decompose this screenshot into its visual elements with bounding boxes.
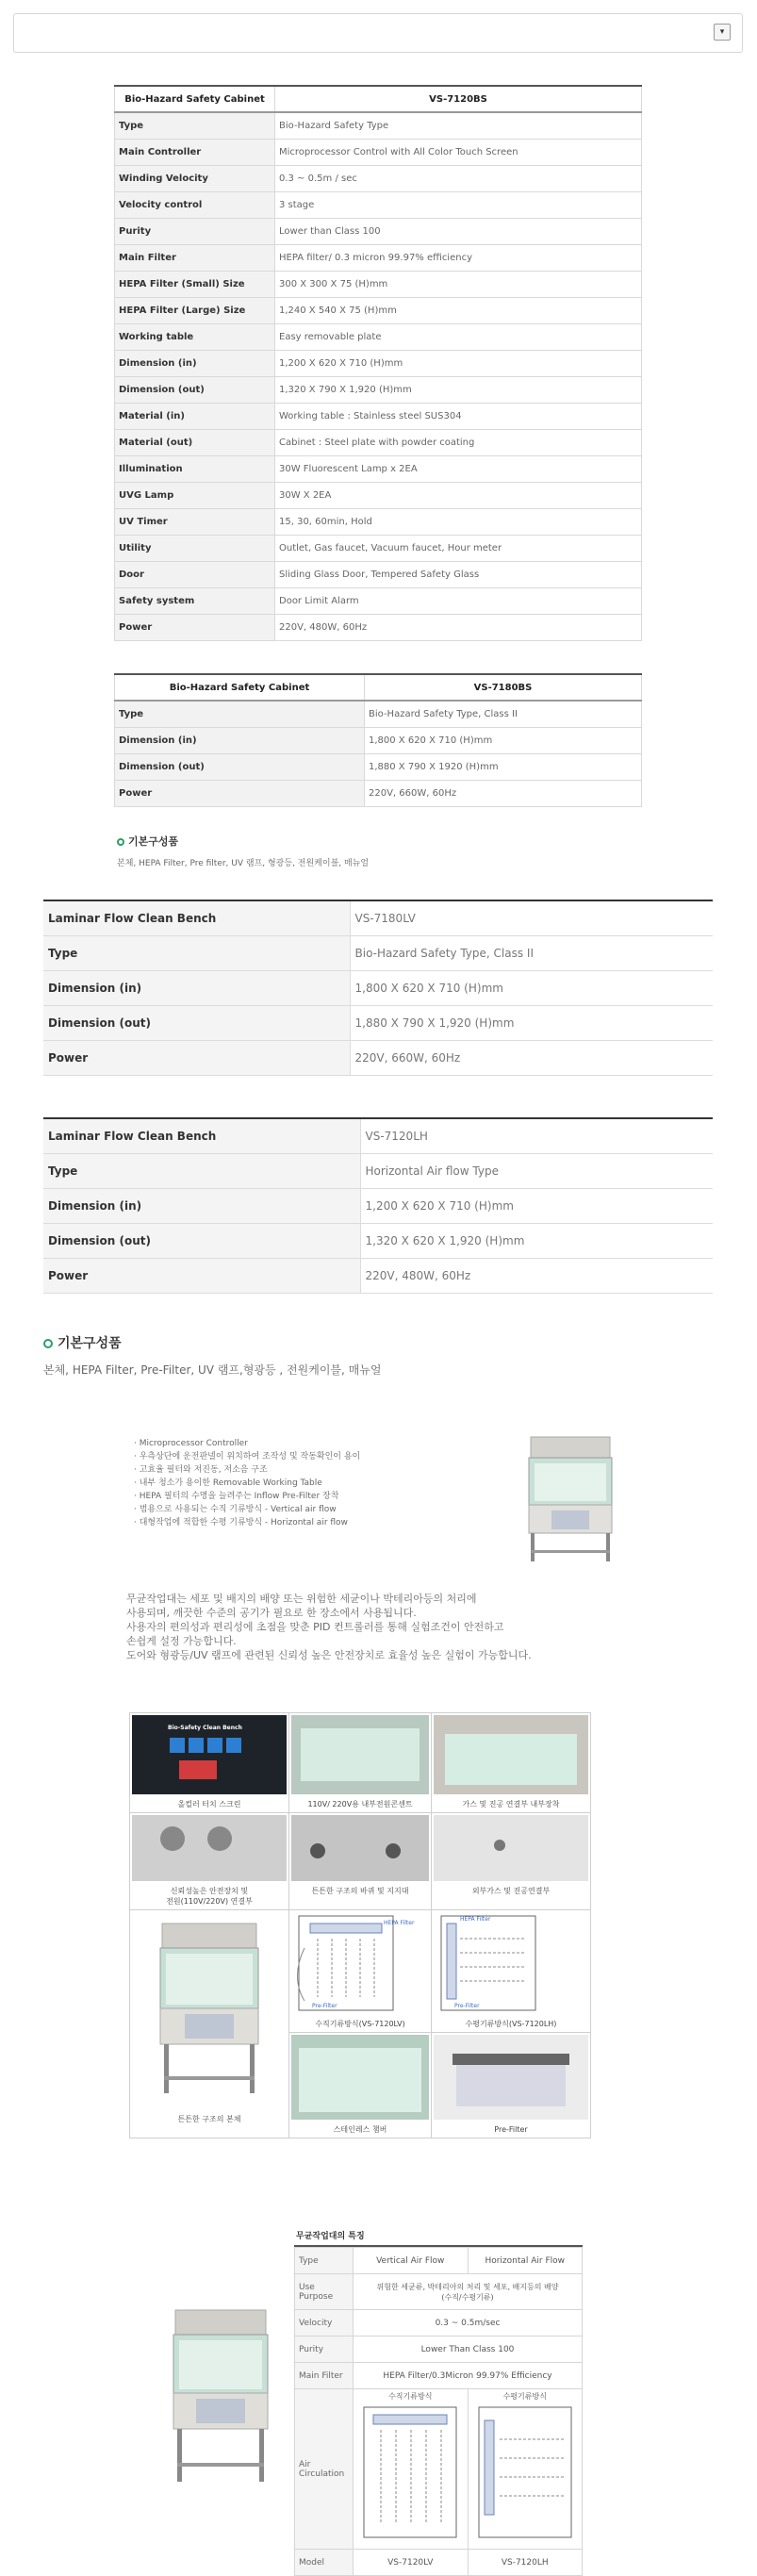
chevron-down-icon[interactable]: ▾: [714, 24, 731, 41]
spec-row: [115, 508, 642, 535]
spec-table-vs7180bs: [114, 673, 642, 807]
spec-key: Power: [43, 1040, 350, 1075]
compare-air-vertical: [354, 2389, 469, 2550]
spec-row: [115, 482, 642, 508]
spec-row: [115, 297, 642, 323]
spec-key: Power: [43, 1258, 360, 1293]
spec-key: Type: [43, 1153, 360, 1188]
spec-row: [43, 970, 713, 1005]
spec-value: 220V, 480W, 60Hz: [275, 614, 642, 640]
spec-row: [115, 780, 642, 806]
spec-value: 30W Fluorescent Lamp x 2EA: [275, 455, 642, 482]
photo-caption: 외부가스 및 진공연결부: [471, 1887, 551, 1895]
spec-row: [115, 376, 642, 403]
photo-cell: [289, 1910, 432, 2033]
cabinet-body-photo: [130, 1910, 288, 2129]
photo-caption: Pre-Filter: [494, 2125, 528, 2134]
option-select-bar[interactable]: [13, 13, 743, 53]
compare-model-horizontal: VS-7120LH: [468, 2550, 583, 2576]
photo-cell: [289, 1813, 432, 1910]
spec-row: [115, 614, 642, 640]
spec-key: Laminar Flow Clean Bench: [43, 1118, 360, 1153]
spec-key: Laminar Flow Clean Bench: [43, 900, 350, 935]
spec-value: Bio-Hazard Safety Type: [275, 112, 642, 139]
basic-components-section: [117, 834, 369, 868]
spec-row: [43, 1258, 713, 1293]
spec-header-label: Bio-Hazard Safety Cabinet: [115, 86, 275, 112]
spec-value: Easy removable plate: [275, 323, 642, 350]
horizontal-air-diagram: [473, 2402, 577, 2543]
photo-caption: 신뢰성높은 안전장치 및 전원(110V/220V) 연결부: [166, 1887, 253, 1906]
spec-value: Sliding Glass Door, Tempered Safety Glass: [275, 561, 642, 587]
spec-value: VS-7180LV: [350, 900, 713, 935]
spec-key: HEPA Filter (Small) Size: [115, 271, 275, 297]
feature-item: · 고효율 필터와 저진동, 저소음 구조: [134, 1465, 268, 1475]
spec-row: [115, 403, 642, 429]
spec-row: [115, 535, 642, 561]
spec-key: Type: [43, 935, 350, 970]
spec-value: 30W X 2EA: [275, 482, 642, 508]
pre-filter-label: Pre-Filter: [312, 2003, 337, 2009]
spec-row: [115, 271, 642, 297]
comparison-section: [294, 2225, 583, 2576]
touch-screen-photo: [132, 1715, 287, 1794]
compare-air-label: Air Circulation: [295, 2389, 354, 2550]
feature-photo-grid: [129, 1712, 591, 2138]
spec-key: Dimension (in): [43, 970, 350, 1005]
photo-caption: 수평기류방식(VS-7120LH): [465, 2020, 557, 2028]
spec-value: Lower than Class 100: [275, 218, 642, 244]
spec-key: Power: [115, 614, 275, 640]
spec-value: 15, 30, 60min, Hold: [275, 508, 642, 535]
description-line: 사용되며, 깨끗한 수준의 공기가 필요로 한 장소에서 사용됩니다.: [126, 1607, 417, 1619]
spec-row: [115, 429, 642, 455]
spec-key: Winding Velocity: [115, 165, 275, 191]
feature-item: · Microprocessor Controller: [134, 1439, 248, 1448]
spec-header-model: VS-7180BS: [365, 674, 642, 701]
feature-item: · 범용으로 사용되는 수직 기류방식 - Vertical air flow: [134, 1505, 337, 1514]
spec-key: Dimension (in): [115, 350, 275, 376]
spec-key: Dimension (out): [115, 376, 275, 403]
spec-key: Illumination: [115, 455, 275, 482]
photo-cell: [289, 1713, 432, 1813]
photo-caption: 수직기류방식(VS-7120LV): [315, 2020, 405, 2028]
bullet-icon: [117, 838, 124, 846]
spec-row: [115, 165, 642, 191]
spec-key: Dimension (out): [115, 753, 365, 780]
compare-model-label: Model: [295, 2550, 354, 2576]
spec-key: Working table: [115, 323, 275, 350]
spec-row: [43, 900, 713, 935]
spec-key: Dimension (in): [115, 727, 365, 753]
spec-header-label: Bio-Hazard Safety Cabinet: [115, 674, 365, 701]
spec-value: 300 X 300 X 75 (H)mm: [275, 271, 642, 297]
feature-item: · 내부 청소가 용이한 Removable Working Table: [134, 1478, 322, 1488]
spec-row: [115, 244, 642, 271]
spec-row: [43, 1153, 713, 1188]
spec-row: [43, 1040, 713, 1075]
external-connector-photo: [434, 1815, 588, 1881]
spec-row: [115, 139, 642, 165]
spec-value: 1,200 X 620 X 710 (H)mm: [360, 1188, 713, 1223]
bullet-icon: [43, 1339, 53, 1348]
spec-key: Dimension (in): [43, 1188, 360, 1223]
spec-key: Type: [115, 112, 275, 139]
spec-key: Main Filter: [115, 244, 275, 271]
spec-key: Dimension (out): [43, 1005, 350, 1040]
spec-value: Microprocessor Control with All Color Touch Screen: [275, 139, 642, 165]
spec-row: [115, 701, 642, 727]
spec-key: HEPA Filter (Large) Size: [115, 297, 275, 323]
photo-caption: 가스 및 진공 연결부 내부장착: [462, 1800, 560, 1808]
spec-row: [43, 935, 713, 970]
spec-value: 220V, 660W, 60Hz: [350, 1040, 713, 1075]
compare-purity-value: Lower Than Class 100: [354, 2337, 583, 2363]
hepa-filter-label: HEPA Filter: [384, 1920, 415, 1926]
laminar-table-vs7180lv: [43, 900, 713, 1076]
photo-caption: 올컬러 터치 스크린: [177, 1800, 241, 1808]
compare-type-label: Type: [295, 2248, 354, 2274]
hepa-filter-label: HEPA Filter: [460, 1916, 491, 1923]
spec-key: Power: [115, 780, 365, 806]
spec-value: 3 stage: [275, 191, 642, 218]
spec-value: Outlet, Gas faucet, Vacuum faucet, Hour meter: [275, 535, 642, 561]
description-line: 무균작업대는 세포 및 배지의 배양 또는 위험한 세균이나 박테리아등의 처리에: [126, 1593, 477, 1605]
spec-key: Purity: [115, 218, 275, 244]
photo-caption: 튼튼한 구조의 본체: [177, 2115, 241, 2123]
spec-row: [115, 191, 642, 218]
air-col-title: 수평기류방식: [502, 2392, 547, 2401]
cabinet-photo: [518, 1435, 623, 1565]
description-line: 사용자의 편의성과 편리성에 초점을 맞춘 PID 컨트롤러를 통해 실험조건이 안전하고: [126, 1621, 504, 1633]
spec-value: 1,320 X 620 X 1,920 (H)mm: [360, 1223, 713, 1258]
wheel-photo: [291, 1815, 429, 1881]
description-text: [126, 1592, 654, 1662]
compare-model-vertical: VS-7120LV: [354, 2550, 469, 2576]
photo-caption: 110V/ 220V용 내부전원콘센트: [307, 1800, 413, 1808]
pre-filter-photo: [434, 2035, 588, 2120]
spec-key: Dimension (out): [43, 1223, 360, 1258]
photo-cell: [432, 2033, 591, 2138]
photo-cell: [130, 1813, 289, 1910]
spec-row: [115, 753, 642, 780]
spec-key: Velocity control: [115, 191, 275, 218]
photo-cell: [432, 1813, 591, 1910]
stainless-chamber-photo: [291, 2035, 429, 2120]
description-line: 도어와 형광등/UV 램프에 관련된 신뢰성 높은 안전장치로 효율성 높은 실험이 가능합니다.: [126, 1649, 532, 1661]
vertical-air-diagram: [358, 2402, 462, 2543]
safety-device-photo: [132, 1815, 287, 1881]
compare-velocity-value: 0.3 ~ 0.5m/sec: [354, 2310, 583, 2337]
compare-velocity-label: Velocity: [295, 2310, 354, 2337]
spec-value: 220V, 660W, 60Hz: [365, 780, 642, 806]
compare-vertical-header: Vertical Air Flow: [354, 2248, 469, 2274]
photo-caption: 스테인레스 챔버: [333, 2125, 387, 2134]
spec-value: VS-7120LH: [360, 1118, 713, 1153]
photo-cell: [130, 1713, 289, 1813]
compare-purity-label: Purity: [295, 2337, 354, 2363]
spec-value: 1,800 X 620 X 710 (H)mm: [365, 727, 642, 753]
photo-caption: 튼튼한 구조의 바퀴 및 지지대: [311, 1887, 409, 1895]
photo-cell: [130, 1910, 289, 2138]
compare-filter-value: HEPA Filter/0.3Micron 99.97% Efficiency: [354, 2363, 583, 2389]
spec-value: Working table : Stainless steel SUS304: [275, 403, 642, 429]
horizontal-flow-diagram: [432, 1910, 590, 2016]
compare-use-label: Use Purpose: [295, 2274, 354, 2310]
screen-title: Bio-Safety Clean Bench: [168, 1725, 242, 1731]
photo-cell: [432, 1713, 591, 1813]
photo-cell: [432, 1910, 591, 2033]
photo-cell: [289, 2033, 432, 2138]
spec-value: Bio-Hazard Safety Type, Class II: [350, 935, 713, 970]
feature-item: · 대형작업에 적합한 수평 기류방식 - Horizontal air flow: [134, 1518, 348, 1527]
spec-table-vs7120bs: [114, 85, 642, 641]
laminar-table-vs7120lh: [43, 1117, 713, 1294]
spec-key: Safety system: [115, 587, 275, 614]
spec-value: 1,880 X 790 X 1,920 (H)mm: [350, 1005, 713, 1040]
spec-row: [115, 561, 642, 587]
spec-row: [43, 1118, 713, 1153]
feature-item: · HEPA 필터의 수명을 늘려주는 Inflow Pre-Filter 장착: [134, 1492, 339, 1501]
section-title: 기본구성품: [128, 835, 179, 848]
cabinet-photo-2: [151, 2301, 292, 2499]
spec-value: 1,800 X 620 X 710 (H)mm: [350, 970, 713, 1005]
comparison-title: 무균작업대의 특징: [294, 2225, 583, 2247]
spec-value: HEPA filter/ 0.3 micron 99.97% efficiency: [275, 244, 642, 271]
compare-use-value: 위험한 세균류, 박테리아의 처리 및 세포, 배지등의 배양 (수직/수평기류): [354, 2274, 583, 2310]
spec-key: UVG Lamp: [115, 482, 275, 508]
spec-key: Main Controller: [115, 139, 275, 165]
spec-value: Horizontal Air flow Type: [360, 1153, 713, 1188]
spec-key: Door: [115, 561, 275, 587]
section-text: 본체, HEPA Filter, Pre filter, UV 램프, 형광등, 전원케이블, 매뉴얼: [117, 859, 370, 868]
outlet-photo: [291, 1715, 429, 1794]
spec-row: [115, 587, 642, 614]
spec-key: Type: [115, 701, 365, 727]
feature-list: [134, 1437, 511, 1529]
vertical-flow-diagram: [289, 1910, 431, 2016]
spec-key: Utility: [115, 535, 275, 561]
spec-header-model: VS-7120BS: [275, 86, 642, 112]
spec-row: [115, 350, 642, 376]
comparison-table: [294, 2247, 583, 2576]
spec-row: [115, 218, 642, 244]
description-line: 손쉽게 설정 가능합니다.: [126, 1635, 237, 1647]
feature-item: · 우측상단에 운전판넬이 위치하여 조작성 및 작동확인이 용이: [134, 1452, 361, 1461]
spec-value: 1,880 X 790 X 1920 (H)mm: [365, 753, 642, 780]
spec-row: [43, 1188, 713, 1223]
spec-value: Door Limit Alarm: [275, 587, 642, 614]
compare-air-horizontal: [468, 2389, 583, 2550]
air-col-title: 수직기류방식: [388, 2392, 433, 2401]
spec-value: Bio-Hazard Safety Type, Class II: [365, 701, 642, 727]
spec-key: Material (out): [115, 429, 275, 455]
spec-key: UV Timer: [115, 508, 275, 535]
spec-row: [115, 112, 642, 139]
spec-key: Material (in): [115, 403, 275, 429]
spec-value: 1,200 X 620 X 710 (H)mm: [275, 350, 642, 376]
section-text: 본체, HEPA Filter, Pre-Filter, UV 램프,형광등 , 전원케이블, 매뉴얼: [43, 1363, 382, 1377]
spec-row: [43, 1005, 713, 1040]
pre-filter-label: Pre-Filter: [454, 2003, 480, 2009]
spec-row: [115, 727, 642, 753]
gas-vacuum-photo: [434, 1715, 588, 1794]
spec-row: [43, 1223, 713, 1258]
spec-value: 220V, 480W, 60Hz: [360, 1258, 713, 1293]
spec-value: 0.3 ~ 0.5m / sec: [275, 165, 642, 191]
spec-row: [115, 455, 642, 482]
compare-horizontal-header: Horizontal Air Flow: [468, 2248, 583, 2274]
spec-value: Cabinet : Steel plate with powder coating: [275, 429, 642, 455]
section-title: 기본구성품: [58, 1336, 122, 1351]
spec-value: 1,320 X 790 X 1,920 (H)mm: [275, 376, 642, 403]
compare-filter-label: Main Filter: [295, 2363, 354, 2389]
basic-components-section-2: [43, 1333, 381, 1378]
spec-row: [115, 323, 642, 350]
spec-value: 1,240 X 540 X 75 (H)mm: [275, 297, 642, 323]
